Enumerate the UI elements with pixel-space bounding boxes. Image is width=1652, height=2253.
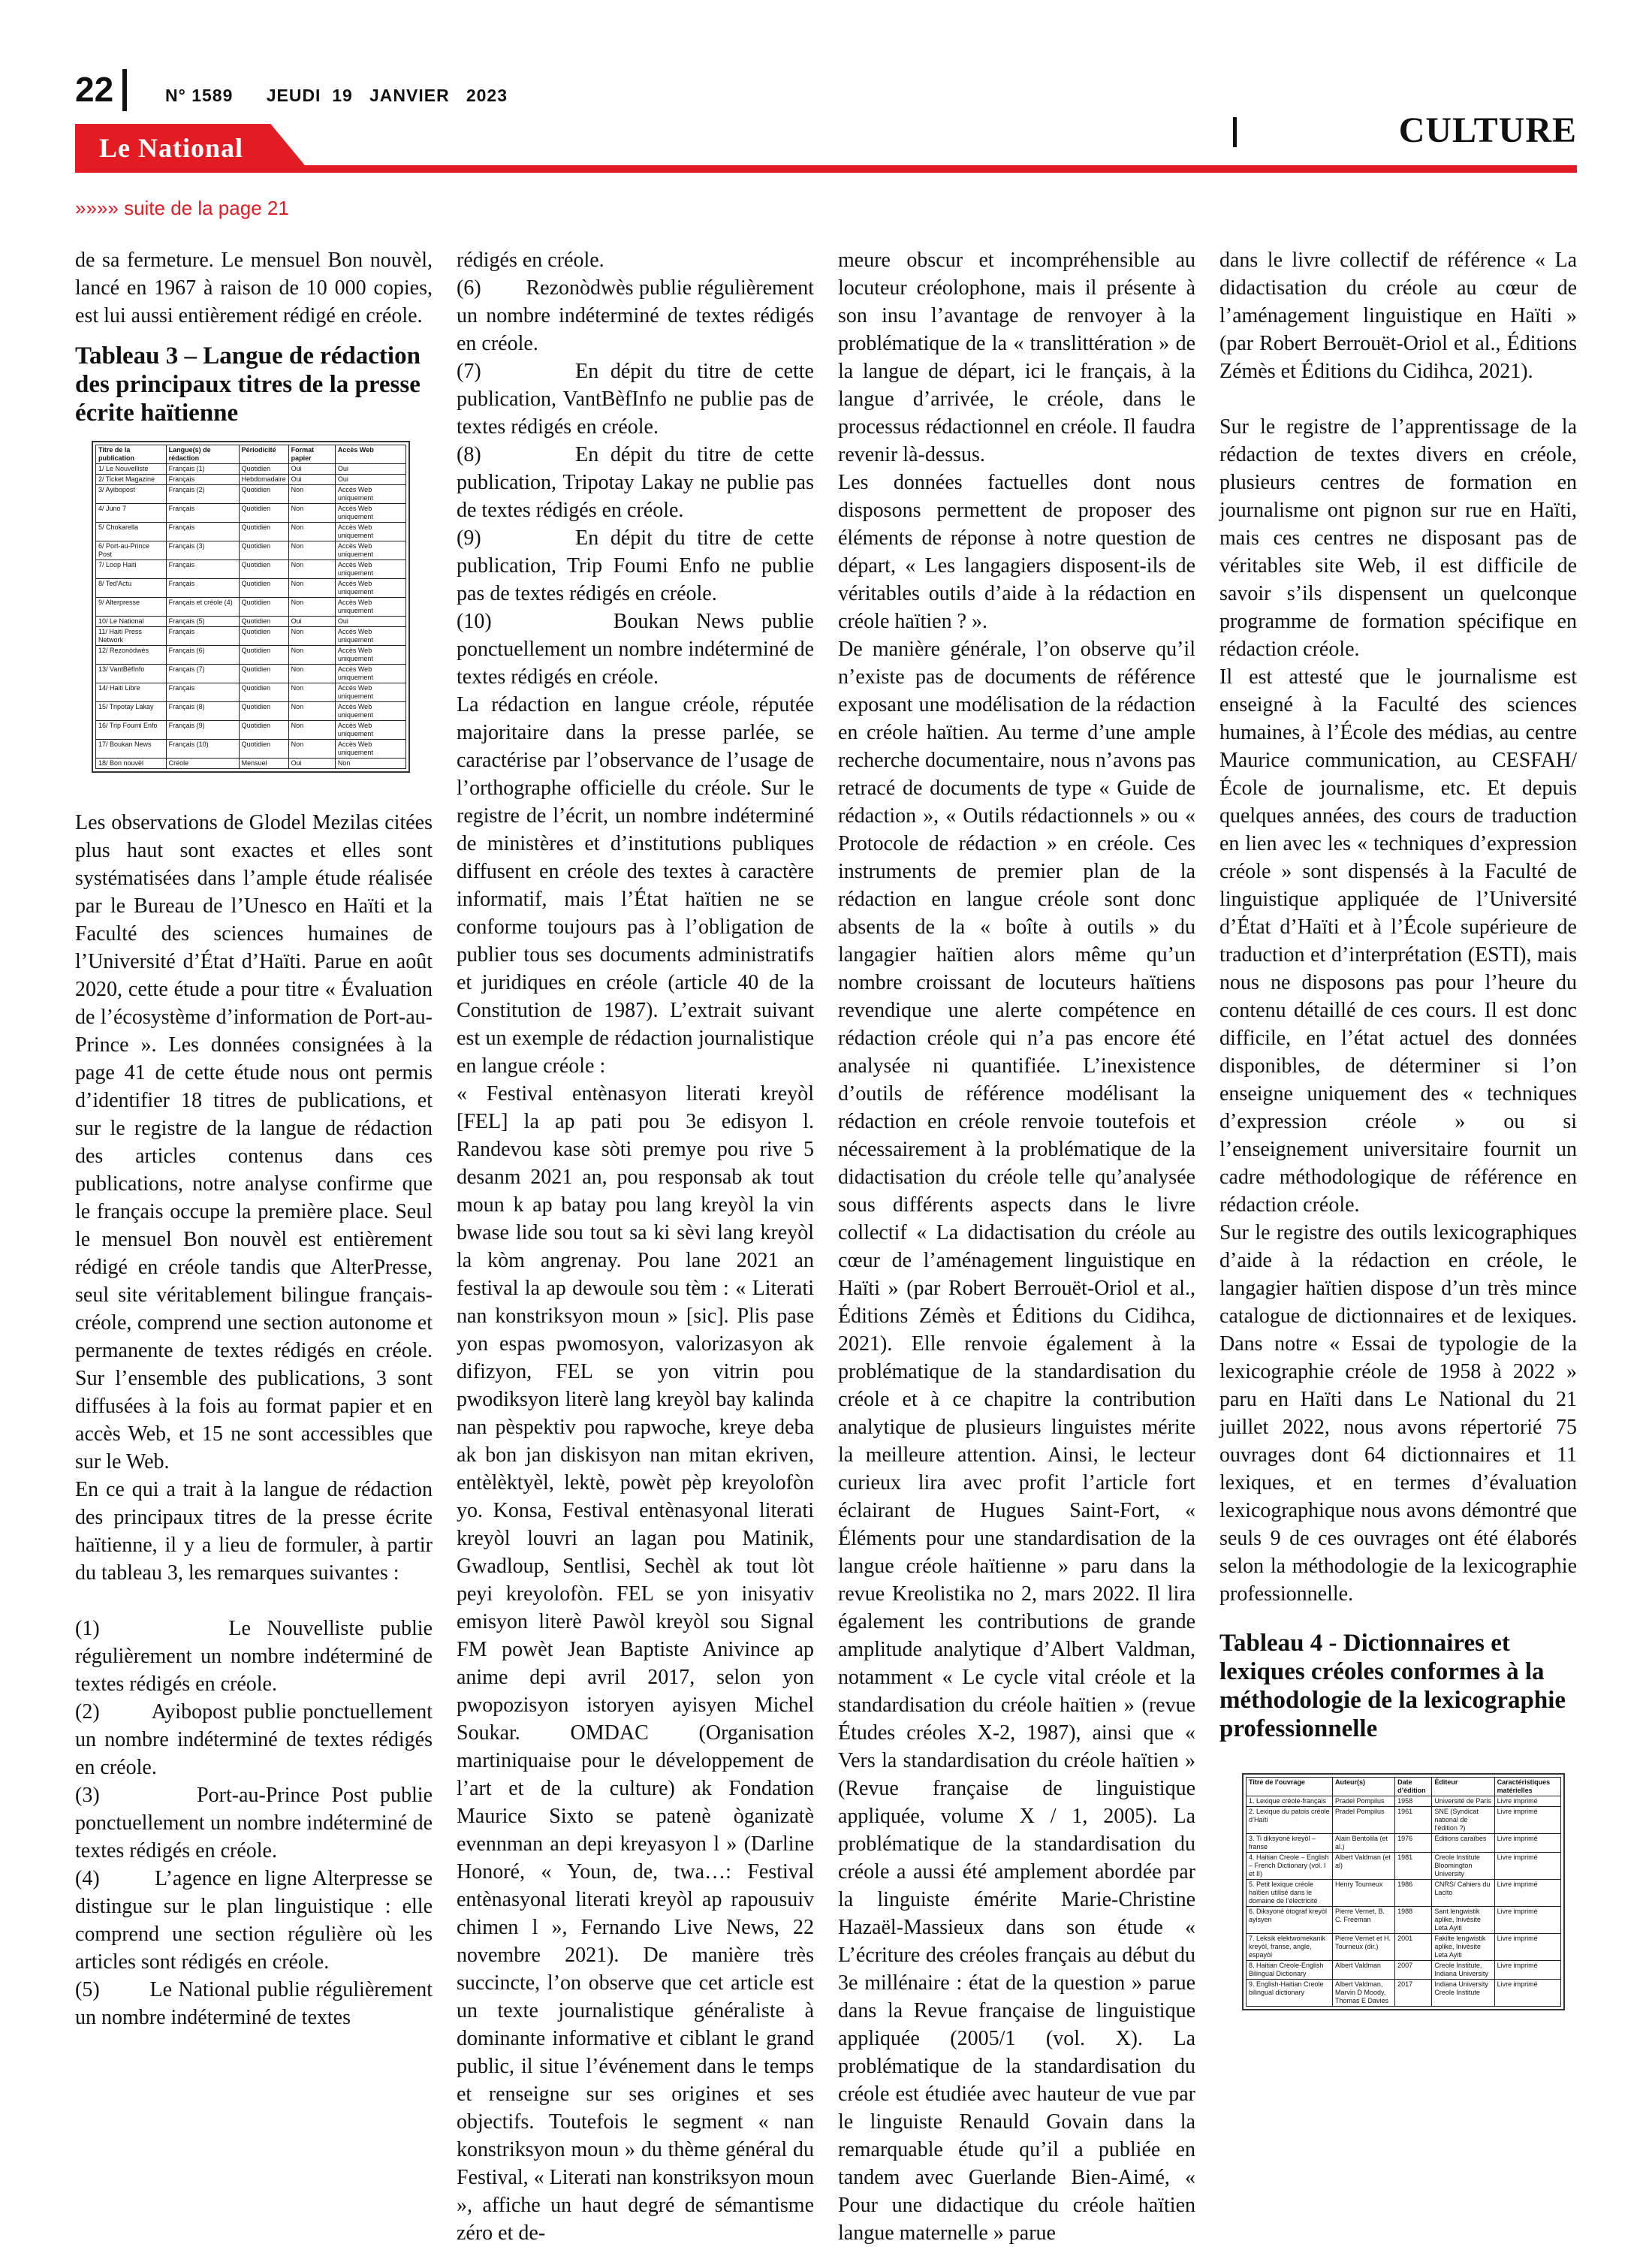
- table-4-heading: Tableau 4 - Dictionnaires et lexiques créoles conformes à la méthodologie de la lexicographie professionnelle: [1219, 1630, 1566, 1742]
- table-cell: 3/ Ayibopost: [96, 485, 167, 504]
- table-cell: 2/ Ticket Magazine: [96, 475, 167, 485]
- table-cell: Mensuel: [239, 759, 288, 769]
- table-cell: Français: [166, 560, 239, 579]
- table-cell: Creole Institute Bloomington University: [1432, 1853, 1494, 1880]
- table-cell: Non: [288, 523, 335, 541]
- table-cell: Quotidien: [239, 627, 288, 646]
- paragraph: De manière générale, l’on observe qu’il n’existe pas de documents de référence exposant une modélisation de la rédaction en créole haïtien. Au terme d’une ample recherche documentaire, nous n’avons pas retracé de documents de type « Guide de rédaction », « Outils rédactionnels » ou « Protocole de rédaction » en créole. Ces instruments de premier plan de la rédaction en langue créole sont donc absents de la « boîte à outils » du langagier haïtien alors même qu’un nombre croissant de locuteurs haïtiens revendique une alerte compétence en rédaction créole qui n’a pas encore été analysée ni quantifiée. L’inexistence d’outils de référence modélisant la rédaction en créole renvoie toutefois et nécessairement à la problématique de la didactisation du créole telle qu’analysée sous différents aspects dans le livre collectif « La didactisation du créole au cœur de l’aménagement linguistique en Haïti » (par Robert Berrouët-Oriol et al., Éditions Zémès et Éditions du Cidihca, 2021). Elle renvoie également à la problématique de la standardisation du créole et à ce chapitre la contribution analytique de plusieurs linguistes mérite la meilleure attention. Ainsi, le lecteur curieux lira avec profit l’article fort éclairant de Hugues Saint-Fort, « Éléments pour une standardisation de la langue créole haïtienne » paru dans la revue Kreolistika no 2, mars 2022. Il lira également les contributions de grande amplitude analytique d’Albert Valdman, notamment « Le cycle vital créole et la standardisation du créole haïtien » (revue Études créoles X-2, 1987), ainsi que « Vers la standardisation du créole haïtien » (Revue française de linguistique appliquée, volume X / 1, 2005). La problématique de la standardisation du créole a aussi été amplement abordée par la linguiste émérite Marie-Christine Hazaël-Massieux dans son étude « L’écriture des créoles français au début du 3e millénaire : état de la question » parue dans la Revue française de linguistique appliquée (2005/1 (vol. X). La problématique de la standardisation du créole est étudiée avec hauteur de vue par le linguiste Renauld Govain dans la remarquable étude qu’il a publiée en tandem avec Guerlande Bien-Aimé, « Pour une didactique du créole haïtien langue maternelle » parue: [838, 638, 1195, 2245]
- table-cell: Créole: [166, 759, 239, 769]
- table-cell: Accès Web uniquement: [335, 683, 405, 702]
- table-cell: Hebdomadaire: [239, 475, 288, 485]
- table-row: [1247, 1807, 1561, 1834]
- table-cell: Français (1): [166, 464, 239, 475]
- paragraph: Les données factuelles dont nous disposons permettent de proposer des éléments de réponse à notre question de départ, « Les langagiers disposent-ils de véritables outils d’aide à la rédaction en créole haïtien ? ».: [838, 471, 1195, 633]
- table-header-cell: Date d’édition: [1395, 1778, 1432, 1796]
- table-cell: Français: [166, 627, 239, 646]
- table-cell: Non: [288, 665, 335, 683]
- table-cell: Non: [288, 598, 335, 617]
- table-cell: Non: [288, 646, 335, 665]
- table-cell: Français (9): [166, 721, 239, 740]
- table-cell: Accès Web uniquement: [335, 721, 405, 740]
- table-cell: Alain Bentolila (et al.): [1332, 1834, 1394, 1853]
- table-cell: Français: [166, 579, 239, 598]
- table-cell: Quotidien: [239, 740, 288, 759]
- table-cell: 4. Haitian Creole – English – French Dictionary (vol. I et II): [1247, 1853, 1333, 1880]
- table-cell: 5/ Chokarella: [96, 523, 167, 541]
- table-3-figure: [75, 441, 433, 773]
- table-row: [96, 721, 406, 740]
- table-cell: Accès Web uniquement: [335, 523, 405, 541]
- table-cell: 1981: [1395, 1853, 1432, 1880]
- table-cell: Livre imprimé: [1494, 1807, 1560, 1834]
- table-cell: 7/ Loop Haiti: [96, 560, 167, 579]
- list-item: (4) L’agence en ligne Alterpresse se distingue sur le plan linguistique : elle comprend une section régulière où les articles sont rédigés en créole.: [75, 1867, 438, 1974]
- table-3-frame: [92, 441, 410, 773]
- table-row: [96, 541, 406, 560]
- table-row: [1247, 1980, 1561, 2007]
- article-column-2: [457, 246, 819, 2247]
- list-item: (3) Port-au-Prince Post publie ponctuellement un nombre indéterminé de textes rédigés en créole.: [75, 1784, 438, 1862]
- table-cell: 6/ Port-au-Prince Post: [96, 541, 167, 560]
- table-cell: 11/ Haiti Press Network: [96, 627, 167, 646]
- table-cell: Quotidien: [239, 617, 288, 627]
- table-row: [96, 485, 406, 504]
- table-cell: Quotidien: [239, 721, 288, 740]
- table-4-figure: [1219, 1773, 1577, 2010]
- table-cell: Accès Web uniquement: [335, 740, 405, 759]
- table-row: [1247, 1934, 1561, 1961]
- table-row: [1247, 1907, 1561, 1934]
- table-cell: Éditions caraïbes: [1432, 1834, 1494, 1853]
- table-header-cell: Titre de la publication: [96, 445, 167, 464]
- table-cell: 1986: [1395, 1880, 1432, 1907]
- table-header-cell: Auteur(s): [1332, 1778, 1394, 1796]
- list-item: (2) Ayibopost publie ponctuellement un nombre indéterminé de textes rédigés en créole.: [75, 1700, 438, 1779]
- table-row: [96, 560, 406, 579]
- table-cell: Français: [166, 475, 239, 485]
- paragraph: Sur le registre de l’apprentissage de la rédaction de textes divers en créole, plusieurs centres de formation en journalisme ont pignon sur rue en Haïti, mais ces centres ne disposant pas de véritables site Web, il est difficile de savoir s’ils dispensent un quelconque programme de formation spécifique en rédaction créole.: [1219, 415, 1577, 661]
- table-cell: Quotidien: [239, 579, 288, 598]
- table-cell: 10/ Le National: [96, 617, 167, 627]
- table-cell: Accès Web uniquement: [335, 627, 405, 646]
- article-column-3: [838, 246, 1195, 2247]
- table-header-cell: Format papier: [288, 445, 335, 464]
- table-cell: Quotidien: [239, 541, 288, 560]
- table-cell: 1. Lexique créole-français: [1247, 1796, 1333, 1807]
- table-row: [96, 665, 406, 683]
- paragraph: de sa fermeture. Le mensuel Bon nouvèl, lancé en 1967 à raison de 10 000 copies, est lui aussi entièrement rédigé en créole.: [75, 249, 433, 327]
- table-cell: 14/ Haiti Libre: [96, 683, 167, 702]
- table-row: [96, 579, 406, 598]
- issue-dateline: N° 1589 JEUDI 19 JANVIER 2023: [165, 86, 508, 105]
- table-cell: SNE (Syndicat national de l’édition ?): [1432, 1807, 1494, 1834]
- table-cell: Accès Web uniquement: [335, 598, 405, 617]
- table-cell: Oui: [288, 759, 335, 769]
- paragraph: dans le livre collectif de référence « La didactisation du créole au cœur de l’aménagement linguistique en Haïti » (par Robert Berrouët-Oriol et al., Éditions Zémès et Éditions du Cidihca, 2021).: [1219, 249, 1577, 383]
- table-row: [96, 504, 406, 523]
- paragraph: meure obscur et incompréhensible au locuteur créolophone, mais il présente à son insu l’avantage de renvoyer à la problématique de la « translittération » de la langue de départ, ici le français, à la langue d’arrivée, le créole, dans le processus rédactionnel en créole. Il faudra revenir là-dessus.: [838, 249, 1195, 466]
- table-cell: Non: [288, 627, 335, 646]
- table-cell: Non: [288, 721, 335, 740]
- table-cell: Non: [335, 759, 405, 769]
- table-cell: Non: [288, 504, 335, 523]
- table-cell: Français: [166, 683, 239, 702]
- table-cell: Quotidien: [239, 464, 288, 475]
- table-header-cell: Titre de l’ouvrage: [1247, 1778, 1333, 1796]
- list-item: (10) Boukan News publie ponctuellement un nombre indéterminé de textes rédigés en créole.: [457, 610, 819, 689]
- table-cell: 2001: [1395, 1934, 1432, 1961]
- table-3: [95, 445, 406, 769]
- table-cell: Pradel Pompilus: [1332, 1807, 1394, 1834]
- table-cell: Non: [288, 683, 335, 702]
- table-cell: Quotidien: [239, 665, 288, 683]
- table-cell: Français (8): [166, 702, 239, 721]
- table-cell: CNRS/ Cahiers du Lacito: [1432, 1880, 1494, 1907]
- table-cell: 15/ Tripotay Lakay: [96, 702, 167, 721]
- table-cell: Livre imprimé: [1494, 1834, 1560, 1853]
- table-cell: Accès Web uniquement: [335, 702, 405, 721]
- table-cell: Quotidien: [239, 504, 288, 523]
- table-cell: 8. Haitian Creole-English Bilingual Dictionary: [1247, 1961, 1333, 1980]
- table-row: [96, 740, 406, 759]
- table-cell: Oui: [288, 475, 335, 485]
- page-number: 22: [75, 70, 114, 109]
- table-cell: Albert Valdman: [1332, 1961, 1394, 1980]
- table-cell: Non: [288, 702, 335, 721]
- table-cell: Sant lengwistik aplike, Inivèsite Leta Ayiti: [1432, 1907, 1494, 1934]
- table-row: [96, 523, 406, 541]
- table-cell: 6. Diksyonè òtograf kreyòl ayisyen: [1247, 1907, 1333, 1934]
- page-number-divider: [122, 69, 127, 111]
- continued-from-link[interactable]: »»»» suite de la page 21: [75, 197, 289, 219]
- table-cell: Non: [288, 560, 335, 579]
- table-header-cell: Langue(s) de rédaction: [166, 445, 239, 464]
- list-item: (6) Rezonòdwès publie régulièrement un nombre indéterminé de textes rédigés en créole.: [457, 276, 819, 355]
- table-row: [1247, 1853, 1561, 1880]
- table-cell: Oui: [288, 617, 335, 627]
- list-item: (1) Le Nouvelliste publie régulièrement un nombre indéterminé de textes rédigés en créole.: [75, 1617, 438, 1696]
- table-cell: Quotidien: [239, 560, 288, 579]
- table-cell: Université de Paris: [1432, 1796, 1494, 1807]
- table-cell: Accès Web uniquement: [335, 541, 405, 560]
- list-item: (7) En dépit du titre de cette publication, VantBèfInfo ne publie pas de textes rédigés en créole.: [457, 360, 819, 439]
- table-cell: 12/ Rezonòdwès: [96, 646, 167, 665]
- table-header-cell: Éditeur: [1432, 1778, 1494, 1796]
- table-cell: Quotidien: [239, 523, 288, 541]
- table-cell: Accès Web uniquement: [335, 665, 405, 683]
- table-cell: Non: [288, 541, 335, 560]
- table-cell: 17/ Boukan News: [96, 740, 167, 759]
- paragraph: Il est attesté que le journalisme est enseigné à la Faculté des sciences humaines, à l’École des médias, au centre Maurice communication, au CESFAH/École de journalisme, etc. Et depuis quelques années, des cours de traduction en lien avec les « techniques d’expression créole » sont dispensés à la Faculté de linguistique appliquée de l’Université d’État d’Haïti et à l’École supérieure de traduction et d’interprétation (ESTI), mais nous ne disposons pas pour l’heure du contenu détaillé de ces cours. Il est donc difficile, en l’état actuel des données disponibles, de déterminer si l’on enseigne uniquement des « techniques d’expression créole » ou si l’enseignement universitaire fournit un cadre méthodologique de référence en rédaction créole.: [1219, 665, 1577, 1217]
- table-cell: Indiana University Creole Institute: [1432, 1980, 1494, 2007]
- table-cell: Français (5): [166, 617, 239, 627]
- table-cell: Non: [288, 740, 335, 759]
- table-cell: Oui: [288, 464, 335, 475]
- list-item: (8) En dépit du titre de cette publication, Tripotay Lakay ne publie pas de textes rédigés en créole.: [457, 443, 819, 522]
- article-column-1: [75, 246, 438, 2031]
- table-row: [96, 464, 406, 475]
- table-row: [96, 617, 406, 627]
- table-cell: 2007: [1395, 1961, 1432, 1980]
- table-row: [96, 683, 406, 702]
- table-cell: Français et créole (4): [166, 598, 239, 617]
- table-cell: Accès Web uniquement: [335, 646, 405, 665]
- table-cell: Livre imprimé: [1494, 1980, 1560, 2007]
- table-cell: Oui: [335, 475, 405, 485]
- table-cell: Henry Tourneux: [1332, 1880, 1394, 1907]
- table-row: [96, 646, 406, 665]
- table-cell: Albert Valdman, Marvin D Moody, Thomas E Davies: [1332, 1980, 1394, 2007]
- paragraph: La rédaction en langue créole, réputée majoritaire dans la presse parlée, se caractérise par l’observance de l’usage de l’orthographe officielle du créole. Sur le registre de l’écrit, un nombre indéterminé de ministères et d’institutions publiques diffusent en créole des textes à caractère informatif, mais l’État haïtien ne se conforme toujours pas à l’obligation de publier tous ses documents administratifs et juridiques en créole (article 40 de la Constitution de 1987). L’extrait suivant est un exemple de rédaction journalistique en langue créole :: [457, 693, 814, 1078]
- paragraph: Sur le registre des outils lexicographiques d’aide à la rédaction en créole, le langagier haïtien dispose d’un très mince catalogue de dictionnaires et de lexiques. Dans notre « Essai de typologie de la lexicographie créole de 1958 à 2022 » paru en Haïti dans Le National du 21 juillet 2022, nous avons répertorié 75 ouvrages dont 64 dictionnaires et 11 lexiques, et en termes d’évaluation lexicographique nous avons démontré que seuls 9 de ces ouvrages ont été élaborés selon la méthodologie de la lexicographie professionnelle.: [1219, 1221, 1577, 1606]
- table-cell: Creole Institute, Indiana University: [1432, 1961, 1494, 1980]
- table-row: [1247, 1880, 1561, 1907]
- table-cell: Français (10): [166, 740, 239, 759]
- table-cell: 18/ Bon nouvèl: [96, 759, 167, 769]
- table-cell: 1988: [1395, 1907, 1432, 1934]
- table-cell: 1/ Le Nouvelliste: [96, 464, 167, 475]
- newspaper-logo: Le National: [99, 133, 244, 163]
- table-header-cell: Caractéristiques matérielles: [1494, 1778, 1560, 1796]
- table-4-frame: [1242, 1773, 1565, 2010]
- table-cell: 4/ Juno 7: [96, 504, 167, 523]
- table-cell: Français (7): [166, 665, 239, 683]
- table-cell: Accès Web uniquement: [335, 560, 405, 579]
- table-cell: 9/ Alterpresse: [96, 598, 167, 617]
- table-cell: Oui: [335, 464, 405, 475]
- table-cell: 8/ Ted'Actu: [96, 579, 167, 598]
- paragraph: En ce qui a trait à la langue de rédaction des principaux titres de la presse écrite haïtienne, il y a lieu de formuler, à partir du tableau 3, les remarques suivantes :: [75, 1478, 433, 1585]
- paragraph: Les observations de Glodel Mezilas citées plus haut sont exactes et elles sont systématisées dans l’ample étude réalisée par le Bureau de l’Unesco en Haïti et la Faculté des sciences humaines de l’Université d’État d’Haïti. Parue en août 2020, cette étude a pour titre « Évaluation de l’écosystème d’information de Port-au-Prince ». Les données consignées à la page 41 de cette étude nous ont permis d’identifier 18 titres de publications, et sur le registre de la langue de rédaction des articles contenus dans ces publications, notre analyse confirme que le français occupe la première place. Seul le mensuel Bon nouvèl est entièrement rédigé en créole tandis que AlterPresse, seul site véritablement bilingue français-créole, comprend une section autonome et permanente de textes rédigés en créole. Sur l’ensemble des publications, 3 sont diffusées à la fois au format papier et en accès Web, et 15 ne sont accessibles que sur le Web.: [75, 811, 433, 1473]
- table-cell: 7. Leksik elektwomekanik kreyòl, franse, angle, espayòl: [1247, 1934, 1333, 1961]
- table-row: [1247, 1834, 1561, 1853]
- table-row: [1247, 1961, 1561, 1980]
- paragraph: rédigés en créole.: [457, 249, 604, 272]
- table-cell: 1958: [1395, 1796, 1432, 1807]
- section-divider: [1233, 117, 1237, 147]
- article-column-4: [1219, 246, 1577, 2010]
- table-cell: 13/ VantBèfInfo: [96, 665, 167, 683]
- table-header-cell: Accès Web: [335, 445, 405, 464]
- list-item: (9) En dépit du titre de cette publication, Trip Foumi Enfo ne publie pas de textes rédigés en créole.: [457, 526, 819, 605]
- table-cell: Livre imprimé: [1494, 1934, 1560, 1961]
- table-cell: 2017: [1395, 1980, 1432, 2007]
- table-cell: Livre imprimé: [1494, 1880, 1560, 1907]
- table-header-row: [1247, 1778, 1561, 1796]
- table-cell: Oui: [335, 617, 405, 627]
- table-cell: Quotidien: [239, 646, 288, 665]
- table-cell: Accès Web uniquement: [335, 579, 405, 598]
- table-cell: 16/ Trip Foumi Enfo: [96, 721, 167, 740]
- table-4: [1246, 1777, 1561, 2007]
- table-cell: Quotidien: [239, 598, 288, 617]
- table-header-cell: Périodicité: [239, 445, 288, 464]
- table-cell: Français: [166, 504, 239, 523]
- table-row: [96, 702, 406, 721]
- table-row: [96, 759, 406, 769]
- table-cell: Français (2): [166, 485, 239, 504]
- table-cell: 9. English-Haitian Creole bilingual dictionary: [1247, 1980, 1333, 2007]
- table-cell: 1961: [1395, 1807, 1432, 1834]
- table-cell: Français (6): [166, 646, 239, 665]
- table-cell: Non: [288, 579, 335, 598]
- table-row: [96, 627, 406, 646]
- table-cell: Quotidien: [239, 485, 288, 504]
- table-cell: Quotidien: [239, 702, 288, 721]
- table-3-heading: Tableau 3 – Langue de rédaction des principaux titres de la presse écrite haïtienne: [75, 342, 421, 427]
- table-cell: Livre imprimé: [1494, 1853, 1560, 1880]
- list-item: (5) Le National publie régulièrement un nombre indéterminé de textes: [75, 1978, 438, 2029]
- table-cell: Français (3): [166, 541, 239, 560]
- table-cell: 5. Petit lexique créole haïtien utilisé dans le domaine de l’électricité: [1247, 1880, 1333, 1907]
- section-title: CULTURE: [1398, 110, 1577, 150]
- table-row: [96, 598, 406, 617]
- table-cell: Pierre Vernet, B. C. Freeman: [1332, 1907, 1394, 1934]
- table-cell: Fakilte lengwistik aplike, Inivèsite Leta Ayiti: [1432, 1934, 1494, 1961]
- table-cell: Pierre Vernet et H. Tourneux (dir.): [1332, 1934, 1394, 1961]
- table-cell: Non: [288, 485, 335, 504]
- table-row: [96, 475, 406, 485]
- table-cell: Albert Valdman (et al): [1332, 1853, 1394, 1880]
- table-cell: Livre imprimé: [1494, 1796, 1560, 1807]
- table-cell: Pradel Pompilus: [1332, 1796, 1394, 1807]
- table-cell: Livre imprimé: [1494, 1961, 1560, 1980]
- creole-quote: « Festival entènasyon literati kreyòl [FEL] la ap pati pou 3e edisyon l. Randevou kase sòti premye pou rive 5 desanm 2021 an, pou responsab ak tout moun k ap batay pou lang kreyòl la vin bwase lide sou tout sa ki sèvi lang kreyòl la kòm angrenay. Pou lane 2021 an festival la ap dewoule sou tèm : « Literati nan konstriksyon moun » [sic]. Plis pase yon espas pwomosyon, valorizasyon ak difizyon, FEL se yon vitrin pou pwodiksyon literè lang kreyòl bay kalinda nan pèspektiv pou rapwoche, kreye deba ak bon jan diskisyon nan mitan ekriven, entèlèktyèl, lektè, powèt pèp kreyolofòn yo. Konsa, Festival entènasyonal literati kreyòl louvri an lagan pou Matinik, Gwadloup, Sentlisi, Sechèl ak tout lòt peyi kreyolofòn. FEL se yon inisyativ emisyon literè Pawòl kreyòl sou Signal FM powèt Jean Baptiste Anivince ap anime depi avril 2017, selon yon pwopozisyon istoryen ayisyen Michel Soukar. OMDAC (Organisation martiniquaise pour le développement de l’art et de la culture) ak Fondation Maurice Sixto se patenè òganizatè evennman an depi kreyasyon l » (Darline Honoré, « Youn, de, twa…: Festival entènasyonal literati kreyòl ap rapousuiv chimen l », Fernando Live News, 22 novembre 2021). De manière très succincte, l’on observe que cet article est un texte journalistique généraliste à dominante informative et ciblant le grand public, il situe l’événement dans le temps et renseigne sur ses origines et ses objectifs. Toutefois le segment « nan konstriksyon moun » du thème général du Festival, « Literati nan konstriksyon moun », affiche un haut degré de sémantisme zéro et de-: [457, 1082, 814, 2245]
- table-cell: Livre imprimé: [1494, 1907, 1560, 1934]
- table-cell: 3. Ti diksyonè kreyòl – franse: [1247, 1834, 1333, 1853]
- table-cell: 2. Lexique du patois créole d’Haïti: [1247, 1807, 1333, 1834]
- table-cell: Accès Web uniquement: [335, 504, 405, 523]
- table-cell: Accès Web uniquement: [335, 485, 405, 504]
- table-cell: Quotidien: [239, 683, 288, 702]
- table-cell: 1976: [1395, 1834, 1432, 1853]
- table-header-row: [96, 445, 406, 464]
- table-row: [1247, 1796, 1561, 1807]
- table-cell: Français: [166, 523, 239, 541]
